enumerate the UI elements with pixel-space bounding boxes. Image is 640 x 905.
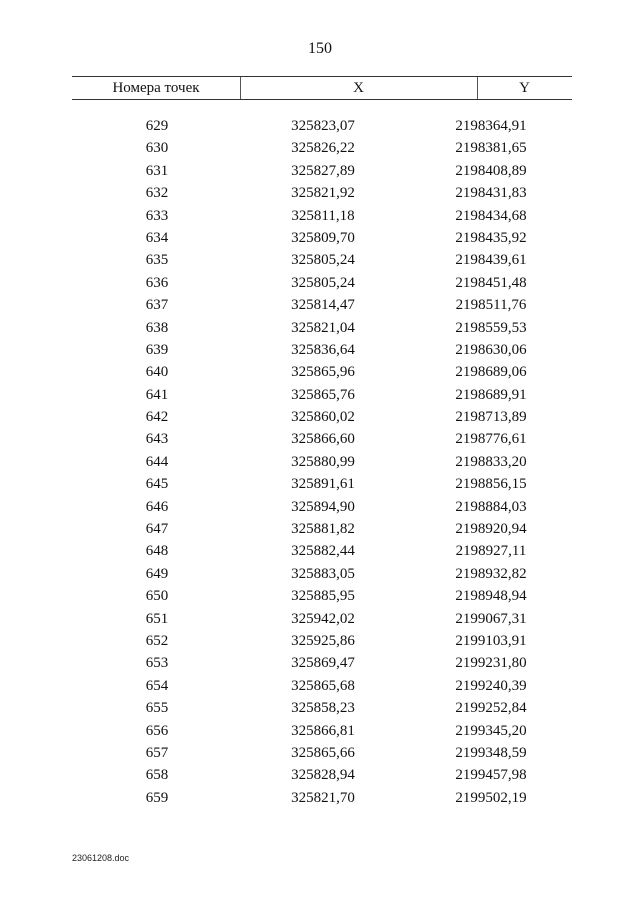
- table-row: [0, 652, 640, 674]
- point-number-cell: 646: [145, 498, 169, 515]
- table-row: [0, 406, 640, 428]
- y-coordinate-cell: 2199231,80: [455, 655, 527, 672]
- y-coordinate-cell: 2198856,15: [455, 476, 527, 493]
- y-coordinate-cell: 2199240,39: [455, 677, 527, 694]
- x-coordinate-cell: 325882,44: [291, 543, 355, 560]
- table-row: [0, 473, 640, 495]
- y-coordinate-cell: 2198431,83: [455, 185, 527, 202]
- x-coordinate-cell: 325821,04: [291, 319, 355, 336]
- point-number-cell: 647: [145, 521, 169, 538]
- y-coordinate-cell: 2198713,89: [455, 409, 527, 426]
- table-row: [0, 585, 640, 607]
- point-number-cell: 629: [145, 118, 169, 134]
- table-row: [0, 361, 640, 383]
- table-row: [0, 272, 640, 294]
- x-coordinate-cell: 325885,95: [291, 588, 355, 605]
- y-coordinate-cell: 2198559,53: [455, 319, 527, 336]
- point-number-cell: 644: [145, 453, 169, 470]
- x-coordinate-cell: 325869,47: [291, 655, 355, 672]
- point-number-cell: 649: [145, 565, 169, 582]
- table-row: [0, 249, 640, 271]
- table-body: [0, 115, 640, 809]
- y-coordinate-cell: 2199345,20: [455, 722, 527, 739]
- x-coordinate-cell: 325827,89: [291, 162, 355, 179]
- point-number-cell: 643: [145, 431, 169, 448]
- page-number: 150: [308, 40, 332, 57]
- point-number-cell: 655: [145, 700, 169, 717]
- x-coordinate-cell: 325880,99: [291, 453, 355, 470]
- x-coordinate-cell: 325826,22: [291, 140, 355, 157]
- x-coordinate-cell: 325805,24: [291, 252, 355, 269]
- x-coordinate-cell: 325865,68: [291, 677, 355, 694]
- y-coordinate-cell: 2198439,61: [455, 252, 527, 269]
- point-number-cell: 654: [145, 677, 169, 694]
- table-row: [0, 608, 640, 630]
- x-coordinate-cell: 325811,18: [291, 207, 355, 224]
- table-row: [0, 428, 640, 450]
- point-number-cell: 652: [145, 632, 169, 649]
- x-coordinate-cell: 325883,05: [291, 565, 355, 582]
- x-coordinate-cell: 325821,70: [291, 789, 355, 806]
- x-coordinate-cell: 325821,92: [291, 185, 355, 202]
- point-number-cell: 637: [145, 297, 169, 314]
- point-number-cell: 645: [145, 476, 169, 493]
- point-number-cell: 632: [145, 185, 169, 202]
- point-number-cell: 631: [145, 162, 169, 179]
- table-row: [0, 540, 640, 562]
- point-number-cell: 648: [145, 543, 169, 560]
- y-coordinate-cell: 2198776,61: [455, 431, 527, 448]
- y-coordinate-cell: 2198833,20: [455, 453, 527, 470]
- header-point-number: Номера точек: [72, 77, 241, 99]
- table-row: [0, 339, 640, 361]
- y-coordinate-cell: 2199252,84: [455, 700, 527, 717]
- point-number-cell: 640: [145, 364, 169, 381]
- table-row: [0, 182, 640, 204]
- table-row: [0, 227, 640, 249]
- y-coordinate-cell: 2198689,06: [455, 364, 527, 381]
- point-number-cell: 653: [145, 655, 169, 672]
- x-coordinate-cell: 325836,64: [291, 341, 355, 358]
- y-coordinate-cell: 2198451,48: [455, 274, 527, 291]
- header-y: Y: [519, 80, 530, 96]
- table-row: [0, 630, 640, 652]
- y-coordinate-cell: 2199103,91: [455, 632, 527, 649]
- table-row: [0, 720, 640, 742]
- y-coordinate-cell: 2198948,94: [455, 588, 527, 605]
- x-coordinate-cell: 325805,24: [291, 274, 355, 291]
- point-number-cell: 633: [145, 207, 169, 224]
- x-coordinate-cell: 325865,96: [291, 364, 355, 381]
- x-coordinate-cell: 325860,02: [291, 409, 355, 426]
- point-number-cell: 659: [145, 789, 169, 806]
- table-row: [0, 787, 640, 809]
- x-coordinate-cell: 325925,86: [291, 632, 355, 649]
- table-row: [0, 764, 640, 786]
- x-coordinate-cell: 325865,66: [291, 744, 355, 761]
- table-row: [0, 115, 640, 137]
- point-number-cell: 642: [145, 409, 169, 426]
- x-coordinate-cell: 325866,81: [291, 722, 355, 739]
- footer-file-name: 23061208.doc: [72, 853, 130, 863]
- y-coordinate-cell: 2198927,11: [455, 543, 527, 560]
- point-number-cell: 651: [145, 610, 169, 627]
- x-coordinate-cell: 325823,07: [291, 118, 355, 134]
- y-coordinate-cell: 2199457,98: [455, 767, 527, 784]
- point-number-cell: 635: [145, 252, 169, 269]
- table-row: [0, 496, 640, 518]
- table-row: [0, 697, 640, 719]
- point-number-cell: 657: [145, 744, 169, 761]
- x-coordinate-cell: 325881,82: [291, 521, 355, 538]
- table-row: [0, 160, 640, 182]
- x-coordinate-cell: 325858,23: [291, 700, 355, 717]
- y-coordinate-cell: 2198920,94: [455, 521, 527, 538]
- table-header: [72, 76, 572, 100]
- header-x: X: [240, 77, 478, 99]
- table-row: [0, 137, 640, 159]
- table-row: [0, 675, 640, 697]
- point-number-cell: 634: [145, 229, 169, 246]
- table-row: [0, 294, 640, 316]
- y-coordinate-cell: 2198689,91: [455, 386, 527, 403]
- x-coordinate-cell: 325865,76: [291, 386, 355, 403]
- y-coordinate-cell: 2199067,31: [455, 610, 527, 627]
- point-number-cell: 630: [145, 140, 169, 157]
- y-coordinate-cell: 2199348,59: [455, 744, 527, 761]
- table-row: [0, 384, 640, 406]
- table-row: [0, 742, 640, 764]
- x-coordinate-cell: 325814,47: [291, 297, 355, 314]
- y-coordinate-cell: 2198511,76: [455, 297, 527, 314]
- y-coordinate-cell: 2198434,68: [455, 207, 527, 224]
- x-coordinate-cell: 325809,70: [291, 229, 355, 246]
- point-number-cell: 658: [145, 767, 169, 784]
- point-number-cell: 636: [145, 274, 169, 291]
- table-row: [0, 317, 640, 339]
- table-row: [0, 518, 640, 540]
- x-coordinate-cell: 325891,61: [291, 476, 355, 493]
- table-row: [0, 563, 640, 585]
- table-row: [0, 451, 640, 473]
- x-coordinate-cell: 325866,60: [291, 431, 355, 448]
- x-coordinate-cell: 325894,90: [291, 498, 355, 515]
- y-coordinate-cell: 2198932,82: [455, 565, 527, 582]
- y-coordinate-cell: 2198364,91: [455, 118, 527, 134]
- y-coordinate-cell: 2198435,92: [455, 229, 527, 246]
- x-coordinate-cell: 325942,02: [291, 610, 355, 627]
- table-row: [0, 205, 640, 227]
- point-number-cell: 638: [145, 319, 169, 336]
- y-coordinate-cell: 2199502,19: [455, 789, 527, 806]
- point-number-cell: 650: [145, 588, 169, 605]
- point-number-cell: 656: [145, 722, 169, 739]
- x-coordinate-cell: 325828,94: [291, 767, 355, 784]
- y-coordinate-cell: 2198630,06: [455, 341, 527, 358]
- point-number-cell: 639: [145, 341, 169, 358]
- y-coordinate-cell: 2198884,03: [455, 498, 527, 515]
- y-coordinate-cell: 2198381,65: [455, 140, 527, 157]
- point-number-cell: 641: [145, 386, 169, 403]
- y-coordinate-cell: 2198408,89: [455, 162, 527, 179]
